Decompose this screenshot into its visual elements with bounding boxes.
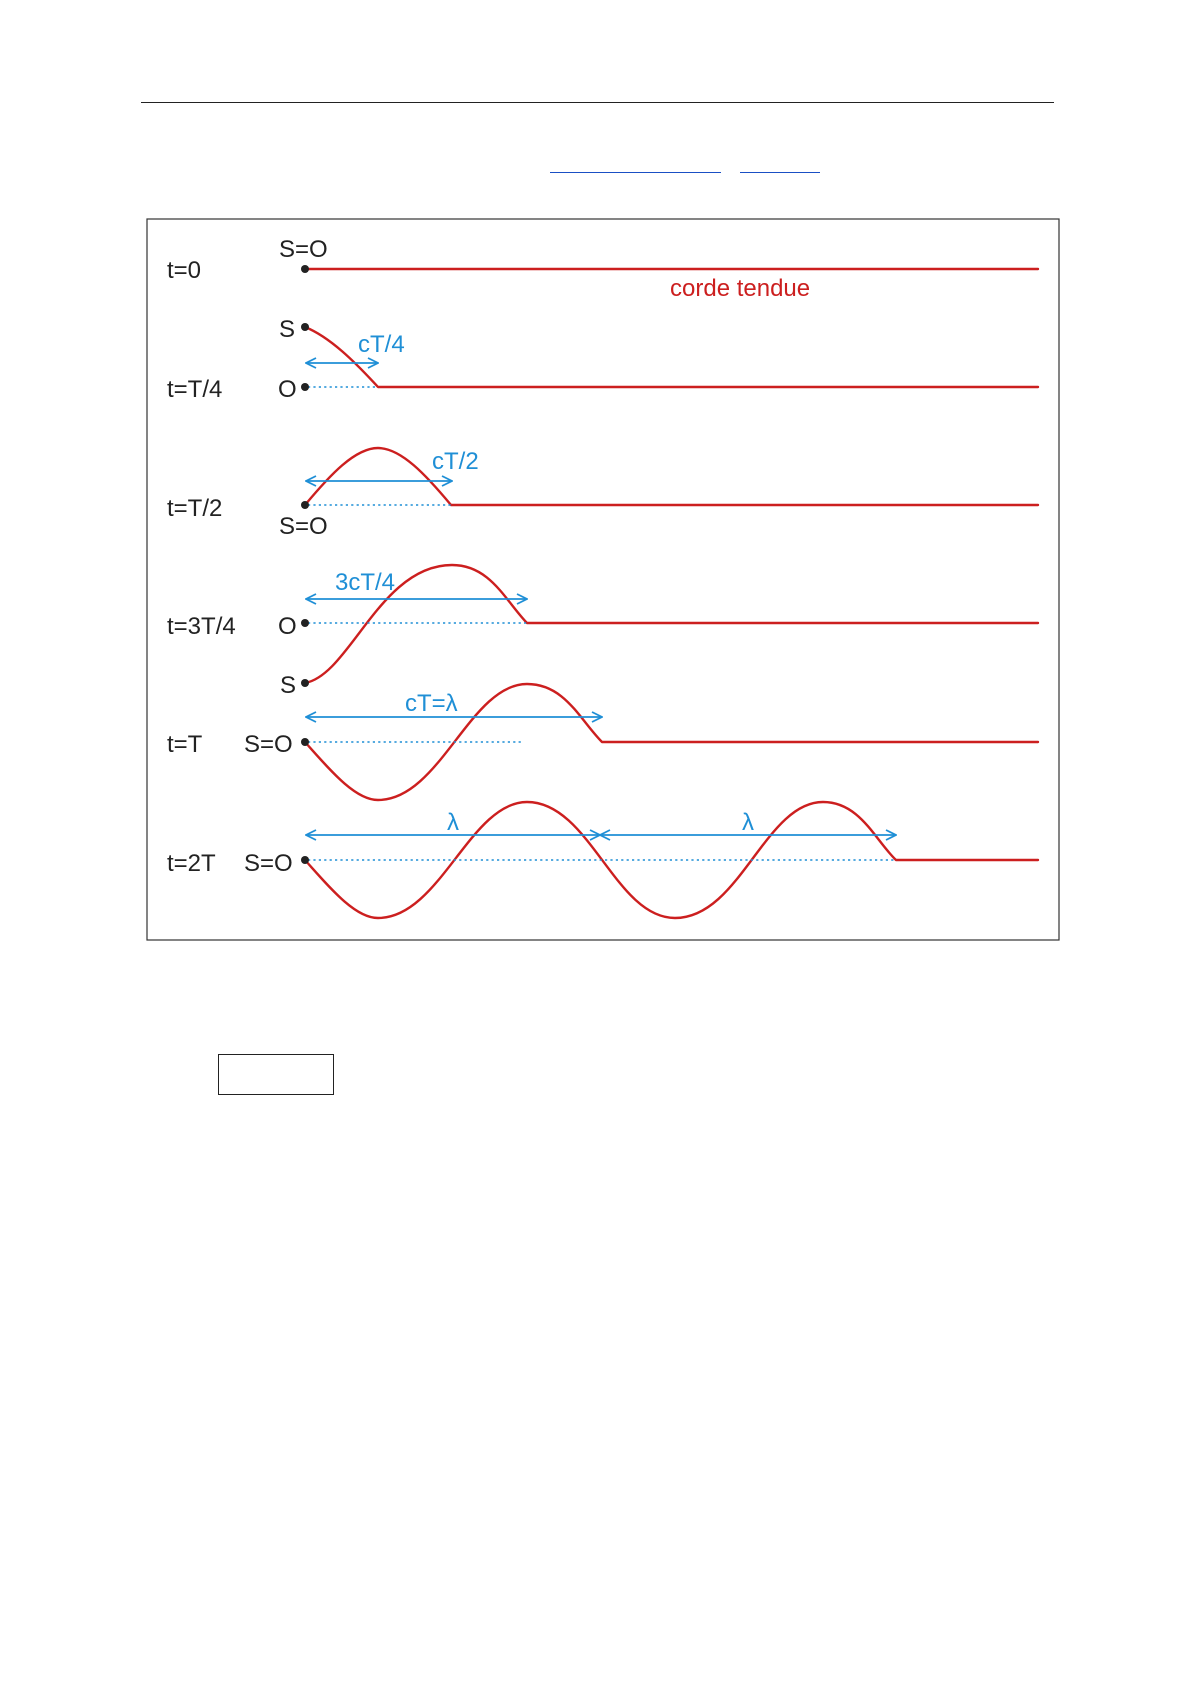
string-t-3quarter — [305, 565, 1038, 683]
point-label-t-2period: S=O — [244, 850, 293, 877]
point-s-t0 — [301, 265, 309, 273]
point-label-o-t-3quarter: O — [278, 613, 297, 640]
point-s-t-period — [301, 738, 309, 746]
point-label-s-t-3quarter: S — [280, 672, 297, 699]
point-o-t-3quarter — [301, 619, 309, 627]
time-label-t-3quarter: t=3T/4 — [167, 613, 236, 640]
empty-answer-box[interactable] — [218, 1054, 334, 1095]
point-s-t-3quarter — [301, 679, 309, 687]
time-label-t-period: t=T — [167, 731, 203, 758]
point-label-so-t-period: S=O — [244, 731, 293, 758]
time-label-t-quarter: t=T/4 — [167, 376, 223, 403]
arrow-label-wavelength: cT=λ — [405, 690, 458, 717]
arrow-label-lambda-2: λ — [742, 809, 754, 836]
point-label-s-t-quarter: S — [279, 316, 296, 343]
point-label-o-t-quarter: O — [278, 376, 297, 403]
arrow-label-lambda-1: λ — [447, 809, 459, 836]
time-label-t0: t=0 — [167, 257, 202, 284]
point-label-t0: S=O — [279, 236, 328, 263]
time-label-t-half: t=T/2 — [167, 495, 223, 522]
arrow-label-3quarter: 3cT/4 — [335, 569, 396, 596]
point-s-t-2period — [301, 856, 309, 864]
time-label-t-2period: t=2T — [167, 850, 216, 877]
point-label-t-half: S=O — [279, 513, 328, 540]
string-t-quarter — [305, 327, 1038, 387]
point-s-t-half — [301, 501, 309, 509]
arrow-label-half: cT/2 — [432, 448, 479, 475]
point-o-t-quarter — [301, 383, 309, 391]
string-annotation: corde tendue — [670, 275, 811, 302]
point-s-t-quarter — [301, 323, 309, 331]
arrow-label-quarter: cT/4 — [358, 331, 405, 358]
string-t-half — [305, 448, 1038, 505]
